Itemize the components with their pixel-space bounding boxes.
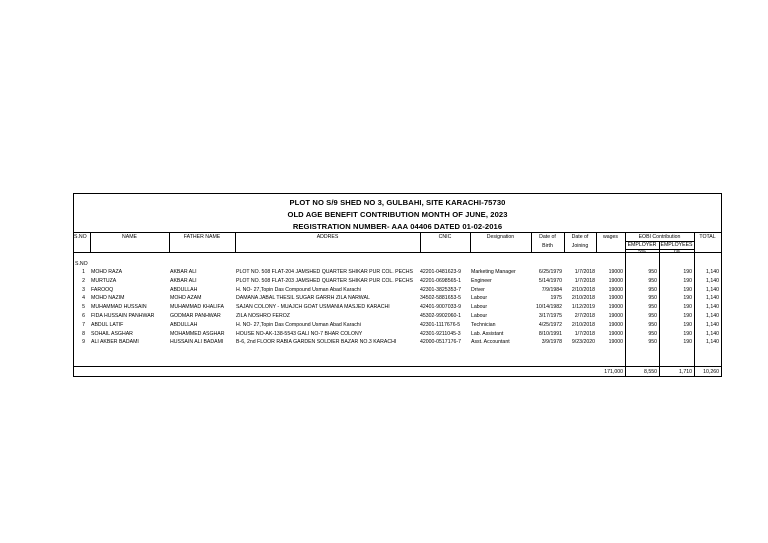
cell-name: MUHAMMAD HUSSAIN bbox=[91, 304, 147, 311]
cell-doj: 2/10/2018 bbox=[571, 295, 595, 302]
cell-wages: 19000 bbox=[608, 286, 623, 293]
cell-sno: 8 bbox=[82, 330, 85, 337]
cell-dob: 10/14/1982 bbox=[536, 304, 562, 311]
cell-employees: 190 bbox=[683, 277, 692, 284]
cell-cnic: 42000-0517176-7 bbox=[420, 339, 461, 346]
cell-cnic: 42301-3825353-7 bbox=[420, 286, 461, 293]
header-wages: wages bbox=[603, 234, 618, 240]
cell-total: 1,140 bbox=[706, 330, 719, 337]
cell-name: MURTUZA bbox=[91, 277, 117, 284]
header-name: NAME bbox=[122, 234, 137, 240]
cell-name: MOHD RAZA bbox=[91, 269, 123, 275]
header-total: TOTAL bbox=[699, 234, 716, 240]
cell-cnic: 45302-9902060-1 bbox=[420, 313, 461, 319]
cell-employer: 950 bbox=[648, 330, 657, 337]
cell-name: FAROOQ bbox=[91, 286, 114, 293]
cell-cnic: 34502-5881653-5 bbox=[420, 295, 461, 302]
cell-designation: Labour bbox=[471, 304, 488, 311]
cell-employees: 190 bbox=[683, 330, 692, 337]
cell-total: 1,140 bbox=[706, 339, 719, 346]
cell-cnic: 42201-0698565-1 bbox=[420, 277, 461, 284]
cell-address: B-6, 2nd FLOOR RABIA GARDEN SOLDIER BAZAR NO.3 KARACHI bbox=[236, 339, 397, 346]
cell-address: HOUSE NO-AK-138-5543 GALI NO-7 BHAR COLONY bbox=[236, 330, 363, 337]
header-bottom-line bbox=[74, 252, 721, 253]
cell-employer: 950 bbox=[648, 313, 657, 319]
cell-name: ABDUL LATIF bbox=[91, 321, 124, 328]
cell-employees: 190 bbox=[683, 304, 692, 311]
cell-wages: 19000 bbox=[608, 330, 623, 337]
cell-sno: 3 bbox=[82, 286, 85, 293]
cell-sno: 6 bbox=[82, 313, 85, 319]
cell-doj: 2/7/2018 bbox=[574, 313, 595, 319]
header-dob-line2: Birth bbox=[542, 243, 553, 249]
cell-employees: 190 bbox=[683, 339, 692, 346]
cell-sno: 9 bbox=[82, 339, 85, 346]
cell-father: MUHAMMAD KHALIFA bbox=[170, 304, 224, 311]
cell-sno: 1 bbox=[82, 269, 85, 275]
cell-sno: 2 bbox=[82, 277, 85, 284]
company-address-title: PLOT NO S/9 SHED NO 3, GULBAHI, SITE KARACHI-75730 bbox=[289, 198, 506, 207]
total-employer: 8,550 bbox=[644, 369, 657, 375]
cell-total: 1,140 bbox=[706, 321, 719, 328]
cell-address: PLOT NO. 508 FLAT-203 JAMSHED QUARTER SHIKAR PUR COL. PECHS bbox=[236, 277, 413, 284]
cell-sno: 4 bbox=[82, 295, 85, 302]
cell-designation: Lab. Assistant bbox=[471, 330, 504, 337]
cell-employees: 190 bbox=[683, 313, 692, 319]
cell-employer: 950 bbox=[648, 277, 657, 284]
cell-employer: 950 bbox=[648, 286, 657, 293]
cell-address: H. NO- 27,Topin Das Compound Usman Abad Karachi bbox=[236, 286, 361, 293]
header-father-name: FATHER NAME bbox=[183, 234, 221, 240]
registration-title: REGISTRATION NUMBER- AAA 04406 DATED 01-02-2016 bbox=[292, 222, 503, 231]
header-eobi-contribution: EOBI Contribution bbox=[638, 234, 681, 240]
cell-employees: 190 bbox=[683, 321, 692, 328]
cell-address: SAJAN COLONY - MUAJCH GOAT USMANIA MASJED KARACHI bbox=[236, 304, 390, 311]
header-employees: EMPLOYEES bbox=[660, 242, 693, 248]
header-address: ADDRES bbox=[316, 234, 339, 240]
cell-father: MOHD AZAM bbox=[170, 295, 202, 302]
cell-father: HUSSAIN ALI BADAMI bbox=[170, 339, 224, 346]
cell-designation: Labour bbox=[471, 295, 488, 302]
cell-employees: 190 bbox=[683, 286, 692, 293]
cell-dob: 3/9/1978 bbox=[541, 339, 562, 346]
cell-designation: Technician bbox=[471, 321, 496, 328]
cell-dob: 6/25/1979 bbox=[538, 269, 562, 275]
cell-cnic: 42301-1117676-5 bbox=[420, 321, 461, 328]
cell-wages: 19000 bbox=[608, 304, 623, 311]
cell-cnic: 42301-9211045-3 bbox=[420, 330, 461, 337]
cell-doj: 1/7/2018 bbox=[574, 330, 595, 337]
cell-doj: 1/12/2019 bbox=[571, 304, 595, 311]
cell-dob: 3/17/1975 bbox=[538, 313, 562, 319]
header-doj-line1: Date of bbox=[571, 234, 589, 240]
cell-address: PLOT NO. 508 FLAT-204 JAMSHED QUARTER SHIKAR PUR COL. PECHS bbox=[236, 269, 413, 275]
cell-designation: Driver bbox=[471, 286, 485, 293]
header-dob-line1: Date of bbox=[539, 234, 556, 240]
cell-employer: 950 bbox=[648, 339, 657, 346]
cell-total: 1,140 bbox=[706, 269, 719, 275]
cell-employer: 950 bbox=[648, 321, 657, 328]
cell-dob: 5/14/1970 bbox=[538, 277, 562, 284]
cell-employer: 950 bbox=[648, 269, 657, 275]
cell-father: AKBAR ALI bbox=[170, 277, 197, 284]
cell-address: H. NO- 27,Topin Das Compound Usman Abad Karachi bbox=[236, 321, 361, 328]
cell-total: 1,140 bbox=[706, 286, 719, 293]
cell-designation: Labour bbox=[471, 313, 488, 319]
cell-dob: 4/25/1972 bbox=[538, 321, 562, 328]
cell-father: GODMAR PANHWAR bbox=[170, 313, 221, 319]
cell-dob: 8/10/1991 bbox=[538, 330, 562, 337]
cell-father: AKBAR ALI bbox=[170, 269, 197, 275]
cell-name: MOHD NAZIM bbox=[91, 295, 125, 302]
cell-doj: 9/23/2020 bbox=[571, 339, 595, 346]
cell-father: ABDULLAH bbox=[170, 321, 198, 328]
sno-sublabel: S.NO bbox=[75, 261, 88, 267]
header-doj-line2: Joining bbox=[571, 243, 589, 249]
month-title: OLD AGE BENEFIT CONTRIBUTION MONTH OF JUNE, 2023 bbox=[287, 210, 508, 219]
cell-wages: 19000 bbox=[608, 269, 623, 275]
cell-employer: 950 bbox=[648, 295, 657, 302]
cell-total: 1,140 bbox=[706, 277, 719, 284]
cell-designation: Asst. Accountant bbox=[471, 339, 510, 346]
cell-cnic: 42201-0481623-9 bbox=[420, 269, 461, 275]
cell-wages: 19000 bbox=[608, 313, 623, 319]
cell-doj: 2/10/2018 bbox=[571, 321, 595, 328]
cell-doj: 1/7/2018 bbox=[574, 277, 595, 284]
total-grand: 10,260 bbox=[703, 369, 719, 375]
cell-wages: 19000 bbox=[608, 277, 623, 284]
cell-dob: 7/9/1984 bbox=[541, 286, 562, 293]
header-employer: EMPLOYER bbox=[627, 242, 657, 248]
cell-doj: 1/7/2018 bbox=[574, 269, 595, 275]
cell-employer: 950 bbox=[648, 304, 657, 311]
cell-total: 1,140 bbox=[706, 313, 719, 319]
cell-employees: 190 bbox=[683, 295, 692, 302]
cell-dob: 1975 bbox=[550, 295, 562, 302]
cell-doj: 2/10/2018 bbox=[571, 286, 595, 293]
cell-name: SOHAIL ASGHAR bbox=[91, 330, 133, 337]
cell-name: ALI AKBER BADAMI bbox=[91, 339, 139, 346]
cell-father: MOHAMMED ASGHAR bbox=[170, 330, 225, 337]
cell-employees: 190 bbox=[683, 269, 692, 275]
cell-sno: 5 bbox=[82, 304, 85, 311]
cell-address: ZILA NOSHRO FEROZ bbox=[236, 313, 290, 319]
totals-line bbox=[74, 366, 721, 367]
header-pct-employees: 1% bbox=[672, 249, 681, 255]
cell-designation: Marketing Manager bbox=[471, 269, 516, 275]
cell-address: DAMANA JABAL THESIL SUGAR GARRH ZILA NARWAL bbox=[236, 295, 370, 302]
cell-wages: 19000 bbox=[608, 295, 623, 302]
cell-designation: Engineer bbox=[471, 277, 492, 284]
cell-wages: 19000 bbox=[608, 339, 623, 346]
contribution-sheet bbox=[73, 193, 722, 377]
header-cnic: CNIC bbox=[438, 234, 452, 240]
cell-father: ABDULLAH bbox=[170, 286, 198, 293]
cell-name: FIDA HUSSAIN PANHWAR bbox=[91, 313, 155, 319]
total-employees: 1,710 bbox=[679, 369, 692, 375]
header-pct-employer: 5% bbox=[638, 249, 646, 255]
cell-cnic: 42401-9007033-9 bbox=[420, 304, 461, 311]
total-wages: 171,000 bbox=[604, 369, 623, 375]
cell-sno: 7 bbox=[82, 321, 85, 328]
cell-total: 1,140 bbox=[706, 295, 719, 302]
header-designation: Designation bbox=[486, 234, 515, 240]
header-sno: S.NO bbox=[74, 234, 87, 240]
cell-total: 1,140 bbox=[706, 304, 719, 311]
cell-wages: 19000 bbox=[608, 321, 623, 328]
